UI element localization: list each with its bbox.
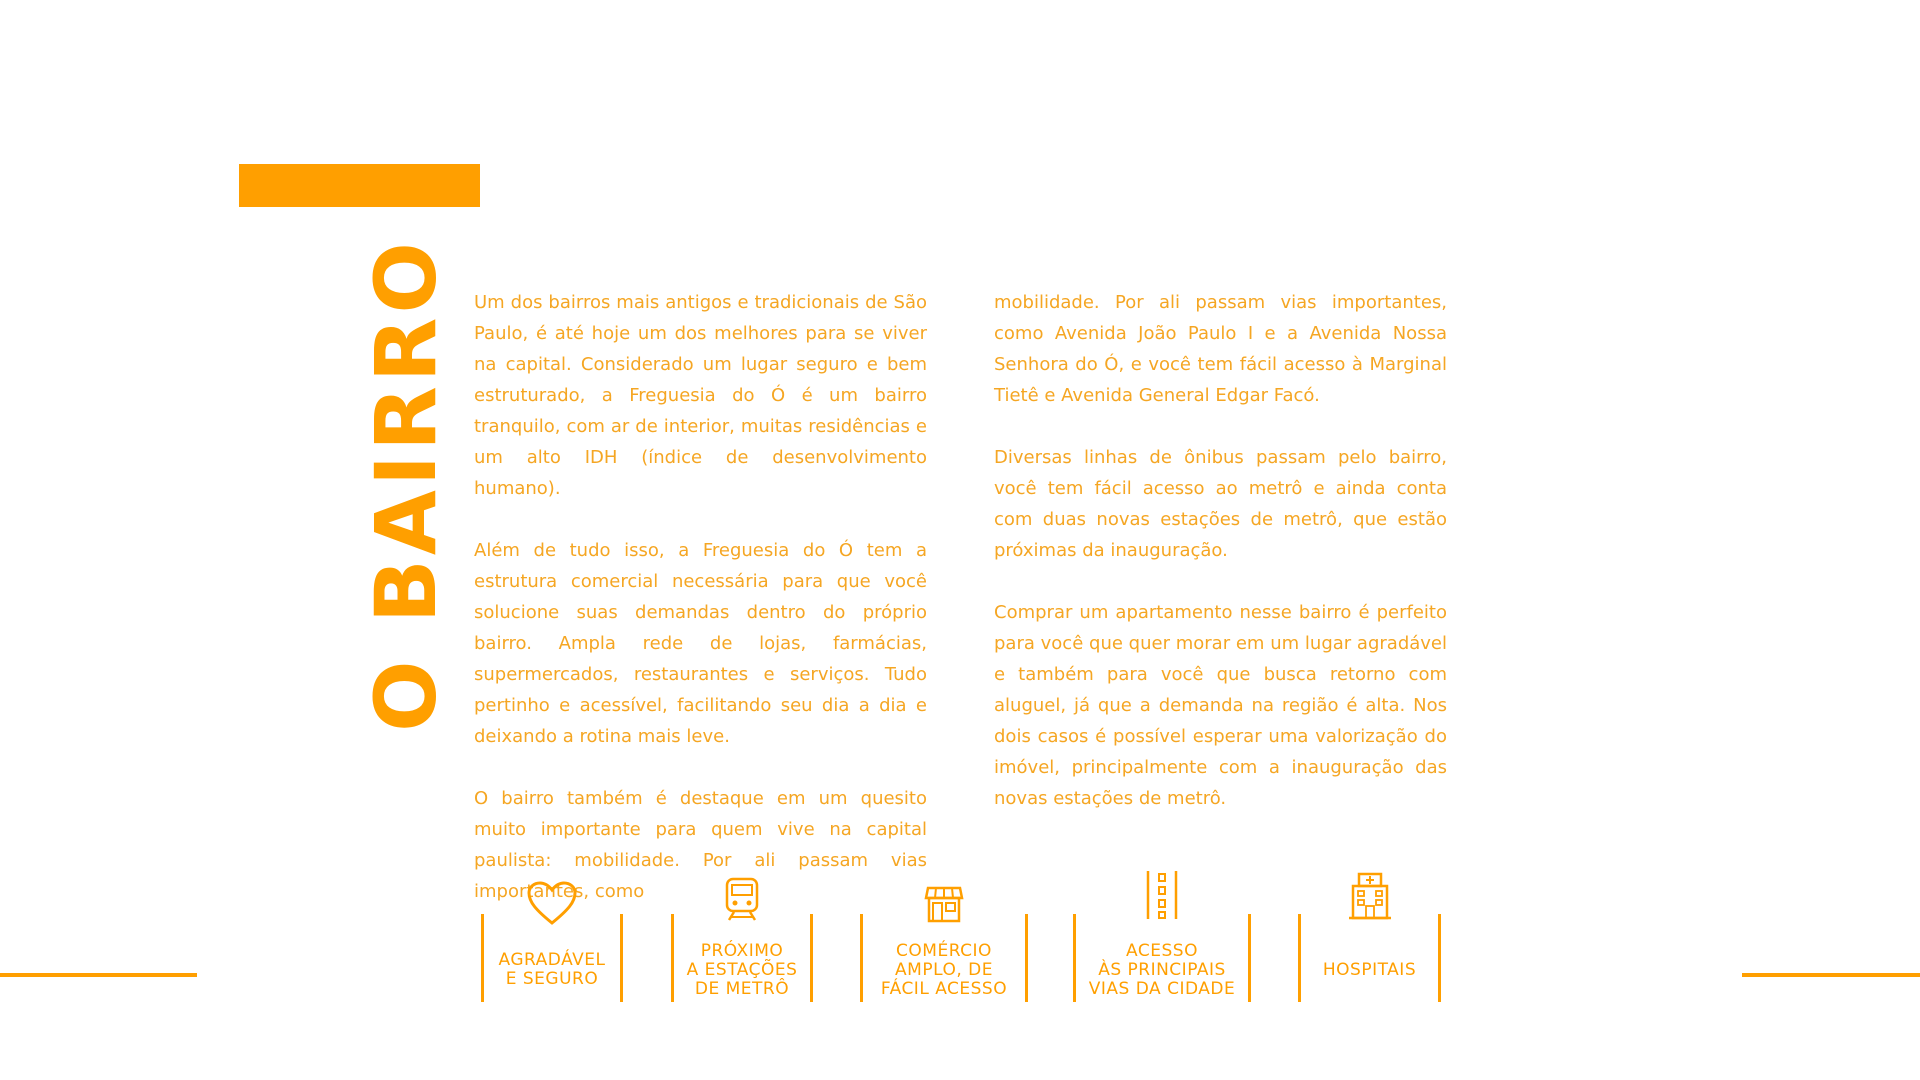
- decorative-line-right: [1742, 973, 1920, 977]
- decorative-line-left: [0, 973, 197, 977]
- paragraph: Comprar um apartamento nesse bairro é perfeito para você que quer morar em um lugar agradável e também para você que busca retorno com aluguel, já que a demanda na região é alta. Nos dois casos é possível esperar uma valorização do imóvel, principalmente com a inauguração das novas estações de metrô.: [994, 602, 1447, 809]
- text-column-right: [994, 287, 1447, 845]
- page-title: O BAIRRO: [357, 238, 455, 732]
- feature-roads: [1073, 870, 1251, 1032]
- feature-commerce: [860, 870, 1028, 1032]
- feature-label: ACESSO ÀS PRINCIPAIS VIAS DA CIDADE: [1088, 940, 1236, 999]
- paragraph: O bairro também é destaque em um quesito muito importante para quem vive na capital paulista: mobilidade. Por ali passam vias importantes, como: [474, 788, 927, 902]
- heart-icon: [526, 880, 578, 930]
- store-icon: [924, 884, 964, 928]
- hospital-icon: [1347, 872, 1393, 924]
- feature-label: COMÉRCIO AMPLO, DE FÁCIL ACESSO: [880, 940, 1008, 999]
- paragraph: Diversas linhas de ônibus passam pelo bairro, você tem fácil acesso ao metrô e ainda conta com duas novas estações de metrô, que estão próximas da inauguração.: [994, 447, 1447, 561]
- paragraph: Um dos bairros mais antigos e tradicionais de São Paulo, é até hoje um dos melhores para se viver na capital. Considerado um lugar seguro e bem estruturado, a Freguesia do Ó é um bairro tranquilo, com ar de interior, muitas residências e um alto IDH (índice de desenvolvimento humano).: [474, 292, 927, 499]
- feature-label: AGRADÁVEL E SEGURO: [498, 950, 606, 989]
- feature-label: HOSPITAIS: [1322, 959, 1417, 980]
- paragraph: mobilidade. Por ali passam vias importantes, como Avenida João Paulo I e a Avenida Nossa Senhora do Ó, e você tem fácil acesso à Marginal Tietê e Avenida General Edgar Facó.: [994, 292, 1447, 406]
- paragraph: Além de tudo isso, a Freguesia do Ó tem a estrutura comercial necessária para que você solucione suas demandas dentro do próprio bairro. Ampla rede de lojas, farmácias, supermercados, restaurantes e serviços. Tudo pertinho e acessível, facilitando seu dia a dia e deixando a rotina mais leve.: [474, 540, 927, 747]
- accent-bar: [239, 164, 480, 207]
- text-column-left: [474, 287, 927, 938]
- feature-metro: [671, 870, 813, 1032]
- road-icon: [1145, 870, 1179, 924]
- feature-safe: [481, 870, 623, 1032]
- feature-label: PRÓXIMO A ESTAÇÕES DE METRÔ: [686, 940, 798, 999]
- feature-hospitals: [1298, 870, 1441, 1032]
- train-icon: [724, 876, 760, 926]
